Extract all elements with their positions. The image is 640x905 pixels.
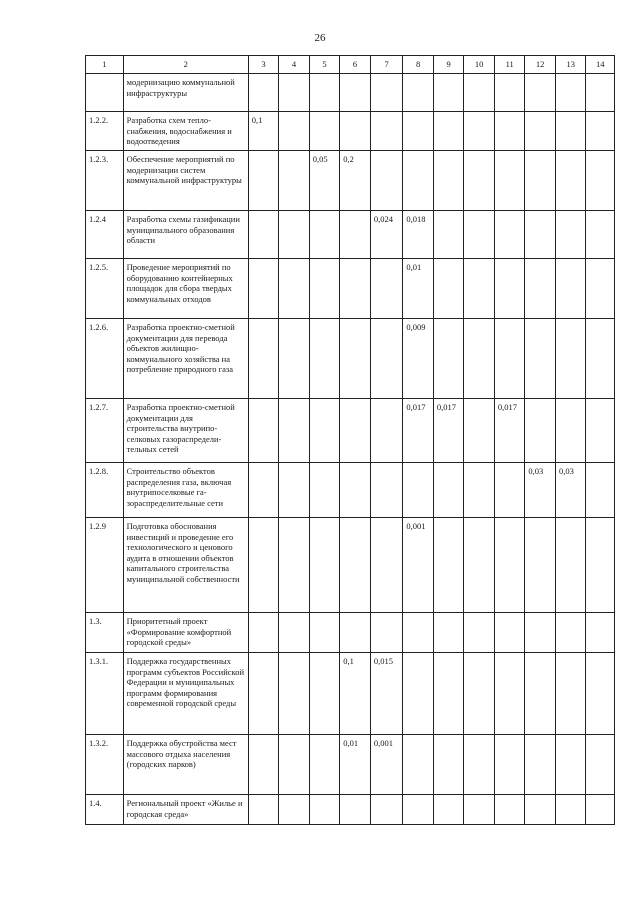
value-cell-col-14 [586, 258, 615, 318]
value-cell-col-11 [494, 734, 525, 794]
value-cell-col-11: 0,017 [494, 398, 525, 462]
value-cell-col-3 [248, 462, 279, 517]
column-header-14: 14 [586, 56, 615, 74]
value-cell-col-5 [309, 74, 340, 112]
value-cell-col-3 [248, 734, 279, 794]
row-name: Разработка проектно-сметной документации для строительства внутрипоселковых газораспределительных сетей [123, 398, 248, 462]
value-cell-col-3 [248, 517, 279, 612]
table-row [86, 318, 615, 398]
value-cell-col-12 [525, 612, 556, 652]
value-cell-col-13 [555, 74, 586, 112]
value-cell-col-11 [494, 258, 525, 318]
value-cell-col-5 [309, 462, 340, 517]
value-cell-col-5 [309, 794, 340, 824]
row-number [86, 74, 124, 112]
value-cell-col-6 [340, 258, 371, 318]
value-cell-col-14 [586, 150, 615, 210]
row-name: Приоритетный проект «Формирование комфортной городской среды» [123, 612, 248, 652]
value-cell-col-8 [403, 74, 434, 112]
value-cell-col-5 [309, 652, 340, 734]
value-cell-col-12 [525, 652, 556, 734]
value-cell-col-7 [370, 74, 403, 112]
value-cell-col-6 [340, 794, 371, 824]
value-cell-col-12 [525, 734, 556, 794]
value-cell-col-3 [248, 210, 279, 258]
value-cell-col-9 [433, 150, 464, 210]
value-cell-col-8 [403, 652, 434, 734]
value-cell-col-11 [494, 517, 525, 612]
value-cell-col-3: 0,1 [248, 112, 279, 151]
value-cell-col-12 [525, 398, 556, 462]
row-name: Поддержка государственных программ субъектов Российской Федерации и муниципальных программ формирования современной городской среды [123, 652, 248, 734]
value-cell-col-8: 0,018 [403, 210, 434, 258]
row-number: 1.2.2. [86, 112, 124, 151]
row-name: Разработка схем теплоснабжения, водоснабжения и водоотведения [123, 112, 248, 151]
column-header-5: 5 [309, 56, 340, 74]
value-cell-col-10 [464, 74, 495, 112]
value-cell-col-12 [525, 794, 556, 824]
value-cell-col-12 [525, 258, 556, 318]
value-cell-col-9 [433, 462, 464, 517]
row-number: 1.4. [86, 794, 124, 824]
column-header-7: 7 [370, 56, 403, 74]
value-cell-col-10 [464, 210, 495, 258]
value-cell-col-13 [555, 652, 586, 734]
value-cell-col-4 [279, 210, 310, 258]
value-cell-col-7 [370, 112, 403, 151]
column-header-1: 1 [86, 56, 124, 74]
value-cell-col-11 [494, 112, 525, 151]
value-cell-col-13 [555, 210, 586, 258]
table-row [86, 398, 615, 462]
value-cell-col-4 [279, 612, 310, 652]
value-cell-col-6: 0,2 [340, 150, 371, 210]
value-cell-col-11 [494, 794, 525, 824]
column-header-2: 2 [123, 56, 248, 74]
value-cell-col-12 [525, 210, 556, 258]
value-cell-col-9 [433, 517, 464, 612]
table-row [86, 74, 615, 112]
data-table [85, 55, 615, 825]
value-cell-col-7: 0,001 [370, 734, 403, 794]
value-cell-col-14 [586, 112, 615, 151]
value-cell-col-4 [279, 112, 310, 151]
value-cell-col-4 [279, 794, 310, 824]
value-cell-col-10 [464, 612, 495, 652]
value-cell-col-10 [464, 462, 495, 517]
value-cell-col-9 [433, 112, 464, 151]
value-cell-col-10 [464, 318, 495, 398]
value-cell-col-6 [340, 517, 371, 612]
value-cell-col-4 [279, 517, 310, 612]
row-name: Поддержка обустройства мест массового отдыха населения (городских парков) [123, 734, 248, 794]
value-cell-col-8: 0,009 [403, 318, 434, 398]
value-cell-col-13 [555, 734, 586, 794]
value-cell-col-12 [525, 318, 556, 398]
table-row [86, 258, 615, 318]
column-header-3: 3 [248, 56, 279, 74]
value-cell-col-14 [586, 734, 615, 794]
column-header-6: 6 [340, 56, 371, 74]
value-cell-col-6 [340, 398, 371, 462]
row-name: Региональный проект «Жилье и городская среда» [123, 794, 248, 824]
value-cell-col-6 [340, 112, 371, 151]
table-row [86, 734, 615, 794]
column-header-10: 10 [464, 56, 495, 74]
row-name: Строительство объектов распределения газа, включая внутрипоселковые газораспределительные сети [123, 462, 248, 517]
value-cell-col-12 [525, 517, 556, 612]
value-cell-col-7 [370, 150, 403, 210]
value-cell-col-13 [555, 517, 586, 612]
value-cell-col-4 [279, 74, 310, 112]
value-cell-col-3 [248, 398, 279, 462]
value-cell-col-10 [464, 734, 495, 794]
value-cell-col-7: 0,015 [370, 652, 403, 734]
value-cell-col-6 [340, 612, 371, 652]
value-cell-col-5 [309, 210, 340, 258]
row-number: 1.2.6. [86, 318, 124, 398]
value-cell-col-3 [248, 258, 279, 318]
value-cell-col-4 [279, 318, 310, 398]
value-cell-col-5 [309, 398, 340, 462]
value-cell-col-14 [586, 210, 615, 258]
value-cell-col-3 [248, 74, 279, 112]
row-number: 1.2.4 [86, 210, 124, 258]
table-row [86, 794, 615, 824]
value-cell-col-6 [340, 210, 371, 258]
value-cell-col-7 [370, 318, 403, 398]
table-row [86, 462, 615, 517]
value-cell-col-10 [464, 398, 495, 462]
value-cell-col-9 [433, 210, 464, 258]
value-cell-col-11 [494, 74, 525, 112]
value-cell-col-8 [403, 734, 434, 794]
value-cell-col-14 [586, 462, 615, 517]
table-row [86, 112, 615, 151]
table-row [86, 150, 615, 210]
column-header-11: 11 [494, 56, 525, 74]
value-cell-col-13: 0,03 [555, 462, 586, 517]
value-cell-col-11 [494, 150, 525, 210]
value-cell-col-13 [555, 612, 586, 652]
column-header-13: 13 [555, 56, 586, 74]
value-cell-col-10 [464, 150, 495, 210]
value-cell-col-4 [279, 258, 310, 318]
value-cell-col-10 [464, 258, 495, 318]
row-number: 1.2.8. [86, 462, 124, 517]
row-number: 1.2.3. [86, 150, 124, 210]
value-cell-col-11 [494, 318, 525, 398]
value-cell-col-10 [464, 112, 495, 151]
value-cell-col-13 [555, 112, 586, 151]
value-cell-col-13 [555, 794, 586, 824]
value-cell-col-6 [340, 462, 371, 517]
value-cell-col-12 [525, 112, 556, 151]
row-name: Обеспечение мероприятий по модернизации систем коммунальной инфраструктуры [123, 150, 248, 210]
row-number: 1.3. [86, 612, 124, 652]
value-cell-col-14 [586, 517, 615, 612]
value-cell-col-3 [248, 612, 279, 652]
value-cell-col-8 [403, 794, 434, 824]
value-cell-col-11 [494, 652, 525, 734]
column-header-8: 8 [403, 56, 434, 74]
column-header-9: 9 [433, 56, 464, 74]
value-cell-col-8 [403, 612, 434, 652]
value-cell-col-13 [555, 398, 586, 462]
row-name: модернизацию коммунальной инфраструктуры [123, 74, 248, 112]
row-number: 1.3.1. [86, 652, 124, 734]
value-cell-col-12 [525, 150, 556, 210]
table-row [86, 652, 615, 734]
row-number: 1.2.5. [86, 258, 124, 318]
value-cell-col-3 [248, 652, 279, 734]
row-number: 1.3.2. [86, 734, 124, 794]
value-cell-col-4 [279, 398, 310, 462]
value-cell-col-3 [248, 150, 279, 210]
value-cell-col-7: 0,024 [370, 210, 403, 258]
value-cell-col-13 [555, 318, 586, 398]
value-cell-col-5 [309, 318, 340, 398]
value-cell-col-11 [494, 210, 525, 258]
value-cell-col-11 [494, 612, 525, 652]
value-cell-col-6: 0,1 [340, 652, 371, 734]
value-cell-col-12 [525, 74, 556, 112]
value-cell-col-9 [433, 258, 464, 318]
value-cell-col-8: 0,01 [403, 258, 434, 318]
row-name: Проведение мероприятий по оборудованию контейнерных площадок для сбора твердых коммунальных отходов [123, 258, 248, 318]
value-cell-col-8 [403, 150, 434, 210]
value-cell-col-13 [555, 150, 586, 210]
value-cell-col-9 [433, 612, 464, 652]
value-cell-col-4 [279, 734, 310, 794]
value-cell-col-10 [464, 652, 495, 734]
table-row [86, 210, 615, 258]
value-cell-col-5 [309, 517, 340, 612]
value-cell-col-10 [464, 517, 495, 612]
value-cell-col-5 [309, 258, 340, 318]
table-row [86, 612, 615, 652]
value-cell-col-9 [433, 74, 464, 112]
value-cell-col-6 [340, 318, 371, 398]
value-cell-col-4 [279, 652, 310, 734]
value-cell-col-11 [494, 462, 525, 517]
row-name: Разработка проектно-сметной документации для перевода объектов жилищно-коммунального хозяйства на потребление природного газа [123, 318, 248, 398]
value-cell-col-3 [248, 318, 279, 398]
value-cell-col-7 [370, 612, 403, 652]
value-cell-col-9 [433, 734, 464, 794]
column-header-12: 12 [525, 56, 556, 74]
value-cell-col-9 [433, 652, 464, 734]
value-cell-col-7 [370, 462, 403, 517]
value-cell-col-14 [586, 794, 615, 824]
value-cell-col-5: 0,05 [309, 150, 340, 210]
value-cell-col-7 [370, 794, 403, 824]
value-cell-col-9 [433, 794, 464, 824]
value-cell-col-4 [279, 150, 310, 210]
value-cell-col-14 [586, 398, 615, 462]
value-cell-col-8 [403, 112, 434, 151]
value-cell-col-12: 0,03 [525, 462, 556, 517]
value-cell-col-5 [309, 734, 340, 794]
value-cell-col-4 [279, 462, 310, 517]
column-header-4: 4 [279, 56, 310, 74]
row-name: Подготовка обоснования инвестиций и проведение его технологического и ценового аудита в отношении объектов капитального строительства муниципальной собственности [123, 517, 248, 612]
value-cell-col-6: 0,01 [340, 734, 371, 794]
row-number: 1.2.7. [86, 398, 124, 462]
value-cell-col-14 [586, 612, 615, 652]
value-cell-col-13 [555, 258, 586, 318]
value-cell-col-7 [370, 398, 403, 462]
value-cell-col-7 [370, 517, 403, 612]
value-cell-col-8: 0,001 [403, 517, 434, 612]
value-cell-col-8: 0,017 [403, 398, 434, 462]
value-cell-col-9 [433, 318, 464, 398]
table-row [86, 517, 615, 612]
value-cell-col-14 [586, 74, 615, 112]
row-name: Разработка схемы газификации муниципального образования области [123, 210, 248, 258]
value-cell-col-6 [340, 74, 371, 112]
value-cell-col-8 [403, 462, 434, 517]
value-cell-col-10 [464, 794, 495, 824]
value-cell-col-9: 0,017 [433, 398, 464, 462]
page-number: 26 [314, 32, 326, 44]
value-cell-col-14 [586, 318, 615, 398]
value-cell-col-7 [370, 258, 403, 318]
value-cell-col-5 [309, 112, 340, 151]
value-cell-col-14 [586, 652, 615, 734]
header-row [86, 56, 615, 74]
value-cell-col-5 [309, 612, 340, 652]
value-cell-col-3 [248, 794, 279, 824]
row-number: 1.2.9 [86, 517, 124, 612]
